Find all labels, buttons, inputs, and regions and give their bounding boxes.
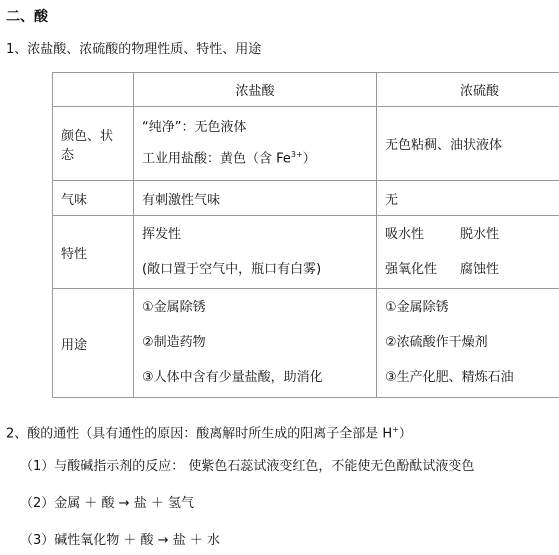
fe-charge: 3+ — [290, 149, 303, 159]
h2so4-use-item: ①金属除锈 — [385, 300, 449, 315]
hcl-industrial-close: ） — [302, 151, 316, 167]
subsection-2-text: 2、酸的通性（具有通性的原因：酸离解时所生成的阳离子全部是 H — [6, 426, 393, 442]
hcl-white-mist: (敞口置于空气中，瓶口有白雾) — [142, 261, 322, 277]
table-header-empty — [53, 73, 134, 107]
table-row-use — [53, 289, 559, 398]
h2so4-water-absorption: 吸水性 — [385, 226, 425, 242]
hydrogen-ion-charge: + — [392, 425, 399, 434]
subsection-1-title: 1、浓盐酸、浓硫酸的物理性质、特性、用途 — [6, 42, 262, 57]
acid-property-item: （1）与酸碱指示剂的反应： 使紫色石蕊试液变红色，不能使无色酚酞试液变色 — [20, 459, 475, 474]
h2so4-oxidizing: 强氧化性 — [385, 261, 438, 277]
hcl-industrial-text: 工业用盐酸：黄色（含 Fe — [142, 151, 291, 167]
hcl-volatility: 挥发性 — [142, 226, 182, 242]
h2so4-use-item: ③生产化肥、精炼石油 — [385, 370, 514, 385]
row-label-property: 特性 — [53, 216, 134, 289]
h2so4-property-line2 — [385, 261, 559, 279]
h2so4-corrosive: 腐蚀性 — [460, 261, 500, 277]
hcl-use-item: ①金属除锈 — [142, 300, 206, 315]
table-header-h2so4: 浓硫酸 — [377, 73, 559, 107]
table-row-smell — [53, 181, 559, 216]
cell-h2so4-use — [377, 289, 559, 398]
hcl-use-item: ②制造药物 — [142, 335, 206, 350]
cell-h2so4-smell: 无 — [377, 181, 559, 216]
section-title: 二、酸 — [6, 9, 48, 25]
table-row-color — [53, 107, 559, 181]
cell-hcl-use — [134, 289, 377, 398]
acid-properties-table — [52, 72, 559, 398]
table-row-property — [53, 216, 559, 289]
row-label-smell: 气味 — [53, 181, 134, 216]
acid-property-item: （3）碱性氧化物 ＋ 酸 → 盐 ＋ 水 — [20, 533, 220, 548]
cell-h2so4-color: 无色粘稠、油状液体 — [377, 107, 559, 181]
hcl-industrial-color — [142, 146, 368, 168]
h2so4-property-line1 — [385, 226, 559, 244]
hcl-use-item: ③人体中含有少量盐酸，助消化 — [142, 370, 323, 385]
subsection-2-close: ） — [398, 426, 412, 442]
cell-hcl-smell: 有刺激性气味 — [134, 181, 377, 216]
row-label-use: 用途 — [53, 289, 134, 398]
hcl-pure-color: “纯净”：无色液体 — [142, 119, 247, 135]
row-label-color: 颜色、状态 — [53, 107, 134, 181]
table-header-hcl: 浓盐酸 — [134, 73, 377, 107]
table-header-row — [53, 73, 559, 107]
h2so4-dehydration: 脱水性 — [460, 226, 500, 242]
subsection-2-title — [6, 421, 412, 443]
cell-h2so4-property — [377, 216, 559, 289]
cell-hcl-color — [134, 107, 377, 181]
acid-property-item: （2）金属 ＋ 酸 → 盐 ＋ 氢气 — [20, 496, 194, 511]
cell-hcl-property — [134, 216, 377, 289]
h2so4-use-item: ②浓硫酸作干燥剂 — [385, 335, 488, 350]
